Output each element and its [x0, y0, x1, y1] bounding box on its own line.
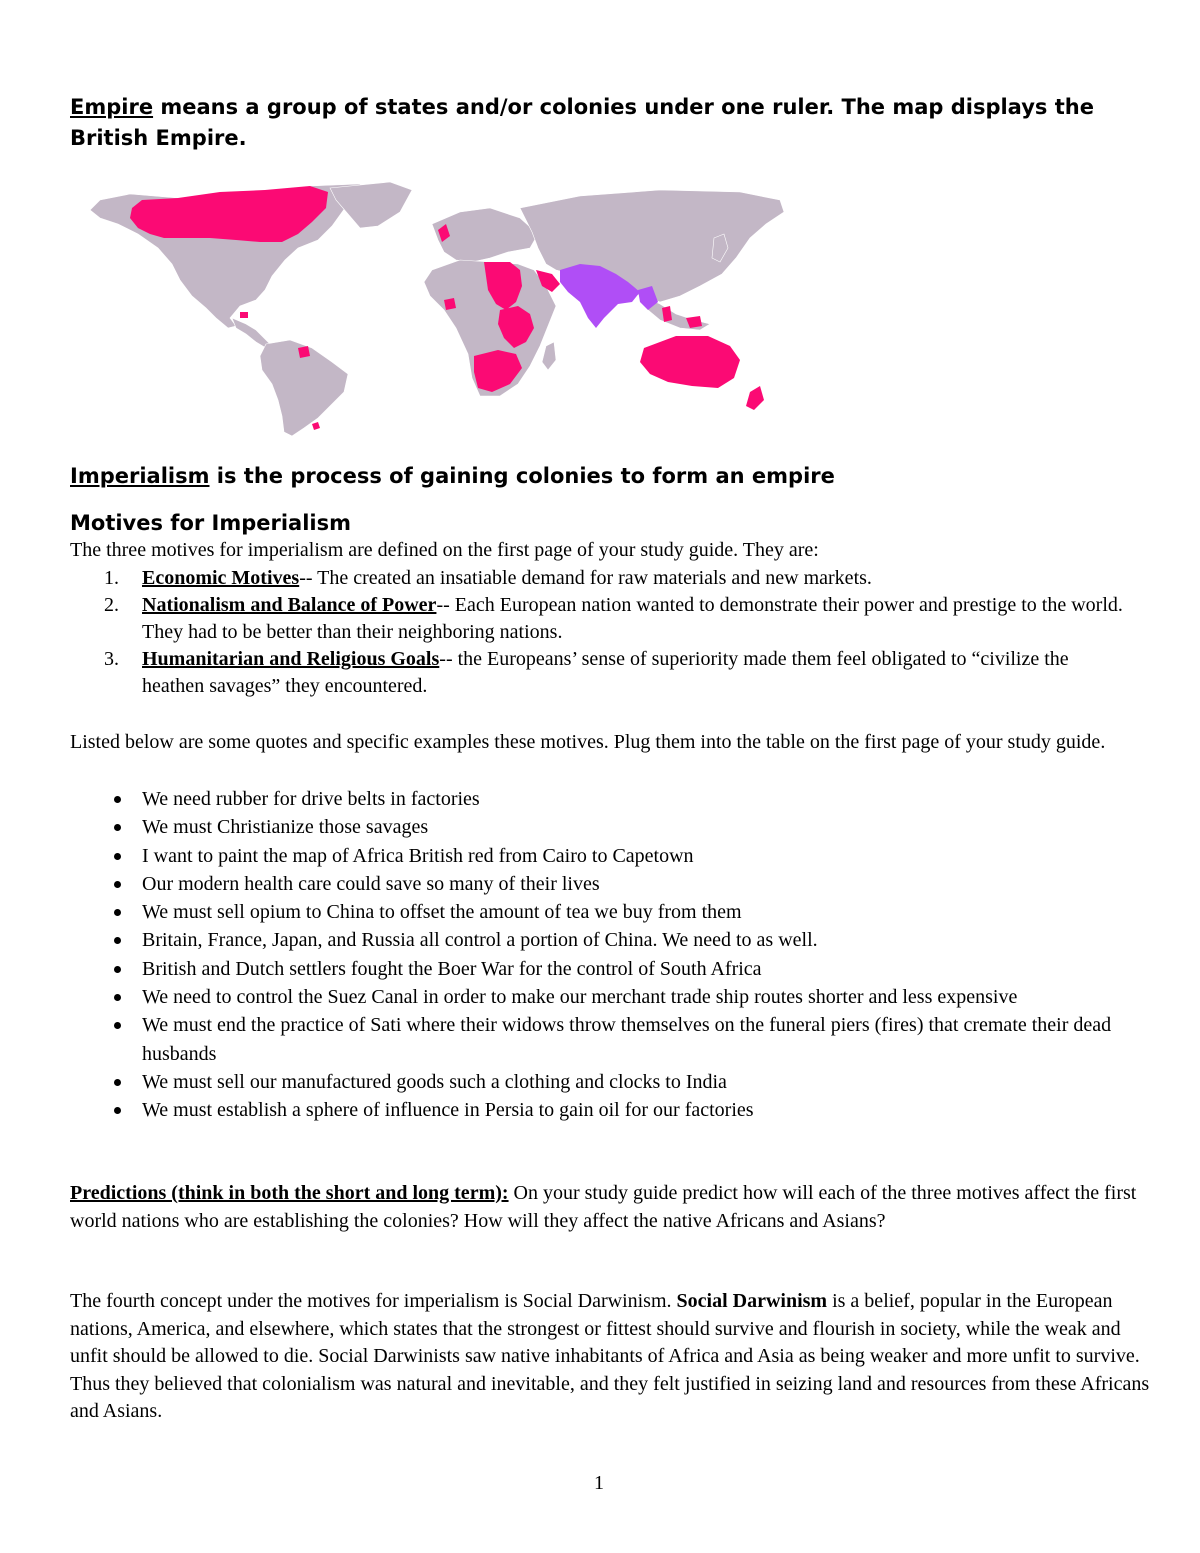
bullet-icon — [114, 824, 121, 831]
social-darwinism-lead: The fourth concept under the motives for imperialism is Social Darwinism. — [70, 1290, 677, 1312]
imperialism-term: Imperialism — [70, 464, 210, 488]
motives-list — [70, 565, 1130, 700]
australia-territory — [640, 336, 740, 388]
world-map-graphic — [60, 178, 850, 440]
central-america-landmass — [232, 318, 270, 348]
guiana-territory — [298, 346, 310, 358]
list-item-text: We must end the practice of Sati where their widows throw themselves on the funeral piers (fires) that cremate their dead husbands — [142, 1014, 1112, 1065]
examples-intro: Listed below are some quotes and specific examples these motives. Plug them into the table on the first page of your study guide. — [70, 731, 1106, 753]
canada-territory — [130, 186, 328, 242]
list-item-text: Britain, France, Japan, and Russia all control a portion of China. We need to as well. — [142, 929, 818, 952]
bullet-icon — [114, 881, 121, 888]
falklands-territory — [312, 422, 320, 430]
list-item-text: We must establish a sphere of influence in Persia to gain oil for our factories — [142, 1099, 754, 1122]
list-item — [70, 1068, 1130, 1096]
list-item-text: We must Christianize those savages — [142, 816, 429, 839]
british-empire-map — [60, 178, 850, 440]
list-item — [70, 898, 1130, 926]
bullet-icon — [114, 994, 121, 1001]
list-item — [70, 1096, 1130, 1124]
motive-item-nationalism — [70, 592, 1130, 646]
social-darwinism-paragraph — [70, 1288, 1150, 1426]
list-item-text: I want to paint the map of Africa British red from Cairo to Capetown — [142, 844, 694, 867]
list-item — [70, 955, 1130, 983]
motive-description: -- the Europeans’ sense of superiority made them feel obligated to “civilize the heathen savages” they encountered. — [142, 648, 1069, 697]
list-item-text: British and Dutch settlers fought the Boer War for the control of South Africa — [142, 957, 762, 980]
list-item — [70, 842, 1130, 870]
motives-heading: Motives for Imperialism — [70, 511, 352, 535]
list-item — [70, 785, 1130, 813]
motive-number: 2. — [104, 594, 119, 616]
page-number: 1 — [594, 1472, 604, 1494]
motive-title: Economic Motives — [142, 567, 300, 589]
caribbean-territory — [240, 312, 248, 318]
empire-term: Empire — [70, 95, 154, 119]
list-item-text: Our modern health care could save so many of their lives — [142, 872, 600, 895]
motive-description: -- The created an insatiable demand for raw materials and new markets. — [299, 567, 872, 589]
bullet-icon — [114, 909, 121, 916]
predictions-text: On your study guide predict how will each of the three motives affect the first world nations who are establishing the colonies? How will they affect the native Africans and Asians? — [70, 1182, 1137, 1232]
motive-number: 1. — [104, 567, 119, 589]
new-zealand-territory — [746, 386, 764, 410]
bullet-icon — [114, 796, 121, 803]
motives-intro: The three motives for imperialism are defined on the first page of your study guide. They are: — [70, 539, 819, 561]
social-darwinism-text: is a belief, popular in the European nations, America, and elsewhere, which states that the strongest or fittest should survive and flourish in society, while the weak and unfit should be allowed to die. Social Darwinists saw native inhabitants of Africa and Asia as being weaker and more unfit to survive. Thus they believed that colonialism was natural and inevitable, and they felt justified in seizing land and resources from these Africans and Asians. — [70, 1290, 1150, 1422]
list-item-text: We must sell opium to China to offset the amount of tea we buy from them — [142, 901, 742, 924]
bullet-icon — [114, 937, 121, 944]
bullet-icon — [114, 966, 121, 973]
asia-landmass — [520, 190, 784, 302]
madagascar-landmass — [542, 342, 556, 370]
west-africa-territory — [444, 298, 456, 310]
motive-title: Nationalism and Balance of Power — [142, 594, 437, 616]
bullet-icon — [114, 1107, 121, 1114]
list-item — [70, 1011, 1130, 1068]
bullet-icon — [114, 1079, 121, 1086]
social-darwinism-term: Social Darwinism — [676, 1290, 828, 1312]
list-item — [70, 813, 1130, 841]
greenland-landmass — [330, 182, 412, 228]
motive-number: 3. — [104, 648, 119, 670]
empire-definition-text: means a group of states and/or colonies under one ruler. The map displays the British Empire. — [70, 95, 1094, 150]
list-item-text: We must sell our manufactured goods such a clothing and clocks to India — [142, 1070, 727, 1093]
list-item-text: We need to control the Suez Canal in order to make our merchant trade ship routes shorter and less expensive — [142, 986, 1018, 1009]
predictions-label: Predictions (think in both the short and long term): — [70, 1182, 509, 1204]
motive-item-humanitarian — [70, 646, 1130, 700]
list-item — [70, 926, 1130, 954]
bullet-icon — [114, 1022, 121, 1029]
list-item-text: We need rubber for drive belts in factories — [142, 788, 480, 810]
list-item — [70, 983, 1130, 1011]
bullet-icon — [114, 853, 121, 860]
imperialism-definition — [70, 461, 1140, 491]
empire-definition — [70, 92, 1140, 154]
examples-list — [70, 785, 1130, 1125]
list-item — [70, 870, 1130, 898]
motive-title: Humanitarian and Religious Goals — [142, 648, 440, 670]
predictions-paragraph — [70, 1180, 1140, 1235]
imperialism-definition-text: is the process of gaining colonies to form an empire — [209, 464, 835, 488]
motive-item-economic — [70, 565, 1130, 592]
motive-description: -- Each European nation wanted to demonstrate their power and prestige to the world. They had to be better than their neighboring nations. — [142, 594, 1123, 643]
